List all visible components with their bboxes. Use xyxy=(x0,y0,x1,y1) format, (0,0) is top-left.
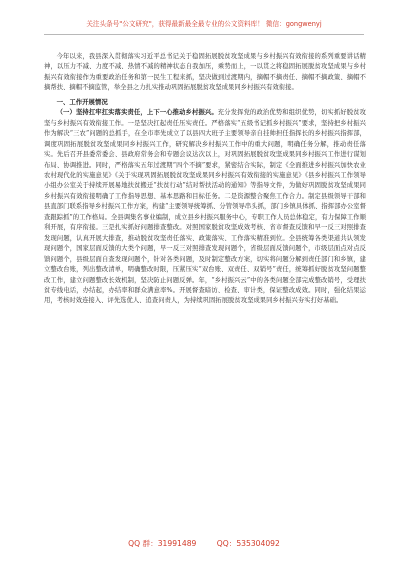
intro-paragraph: 今年以来，我县深入贯彻落实习近平总书记关于稳固拓展脱贫攻坚成果与乡村振兴有效衔接的系列重要讲话精神，以压力不减、力度不减、热情不减的精神状态自我加压，乘势而上，一以贯之将稳固拓展脱贫攻坚成果与乡村振兴有效衔接作为重要政治任务和第一民生工程来抓，坚决做到过渡期内，摘帽不摘责任、摘帽不摘政策、摘帽不摘帮扶、摘帽不摘监管，举全县之力扎实推动巩固拓展脱贫攻坚成果同乡村振兴有效衔接。 xyxy=(44,53,366,92)
section-heading: 一、工作开展情况 xyxy=(56,97,108,106)
subsection-paragraph xyxy=(44,108,366,307)
footer-qq-group: QQ 群：31991489 xyxy=(128,539,197,548)
document-body xyxy=(44,52,366,307)
subsection-lead: （一）坚持扛牢扛实落实责任，上下一心推动乡村振兴。 xyxy=(56,109,218,117)
subsection-body: 充分发挥党的政治优势和组织优势，切实抓好脱贫攻坚与乡村振兴有效衔接工作。一是坚决扛起责任压实责任。严格落实“五级书记抓乡村振兴”要求，坚持把乡村振兴作为解决“三农”问题的总抓手，在全市率先成立了以县四大班子主要领导亲自挂帅担任指挥长的乡村振兴指挥部，调度巩固拓展脱贫攻坚成果同乡村振兴工作，研究解决乡村振兴工作中的重大问题，明确任务分解，推动责任落实。先后召开县委常委会、县政府常务会和专题会议达次以上，对巩固拓展脱贫攻坚成果同乡村振兴工作进行谋划布局、协调推进。同时，严格落实五年过渡期“四个不摘”要求，紧密结合实际，制定《全面推进乡村振兴加快农业农村现代化的实施意见》《关于实现巩固拓展脱贫攻坚成果同乡村振兴有效衔接的实施意见》《县乡村振兴工作领导小组办公室关于持续开展易地扶贫搬迁“扶贫行动”结对帮扶活动的通知》等指导文件，为做好巩固脱贫攻坚成果同乡村振兴有效衔接明确了工作指导思想、基本思路和目标任务。二是资源整合聚焦工作合力。制定县级领导干部和县直部门联系指导乡村振兴工作方案，构建“主要领导统筹抓、分管领导串头抓，部门乡镇具体抓、指挥部办公室督查跟踪抓”的工作格局。全县调集名事业编制，成立县乡村振兴服务中心，专职工作人员总体稳定，有力保障工作顺利开展，有序衔接。三是扎实抓好问题排查整改。对照国家脱贫攻坚成效考核、省市督查反馈和早一反三对照排查发现问题，认真开展大排查，推动脱贫攻坚责任落实、政策落实、工作落实精准到位。全县统筹各类渠道共认领发现问题个，国家层面反馈的大类个问题，早一反三对照排查发现问题个，省级层面反馈问题个，市级层面点对点反馈问题个，县级层面自查发现问题个，针对各类问题，及时制定整改方案，切实将问题分解到责任部门和乡镇，建立整改台账，列出整改清单，明确整改时限，压紧压实“双台账、双责任、双销号”责任，统筹抓好脱贫攻坚问题整改工作，建立问题整改长效机制，坚决防止问题反弹。年，“乡村振兴云”中的各类问题全部完成整改销号，受理扶贫专线电话，办结起，办结率和群众满意率%。开展督查暗访、检查、审计类，保证整改成效。同时，强化结果运用，考核时效连接入、评先选优人、追查问责人，为持续巩固拓展脱贫攻坚成果同乡村振兴夯实打好基础。 xyxy=(44,109,366,305)
footer-qq: QQ：535304092 xyxy=(216,539,280,548)
header-banner: 关注头条号"公文研究"，获得最新最全最专业的公文资料库！ 微信：gongwenyj xyxy=(86,20,322,28)
header-divider xyxy=(44,34,364,35)
footer-contact xyxy=(0,539,408,549)
